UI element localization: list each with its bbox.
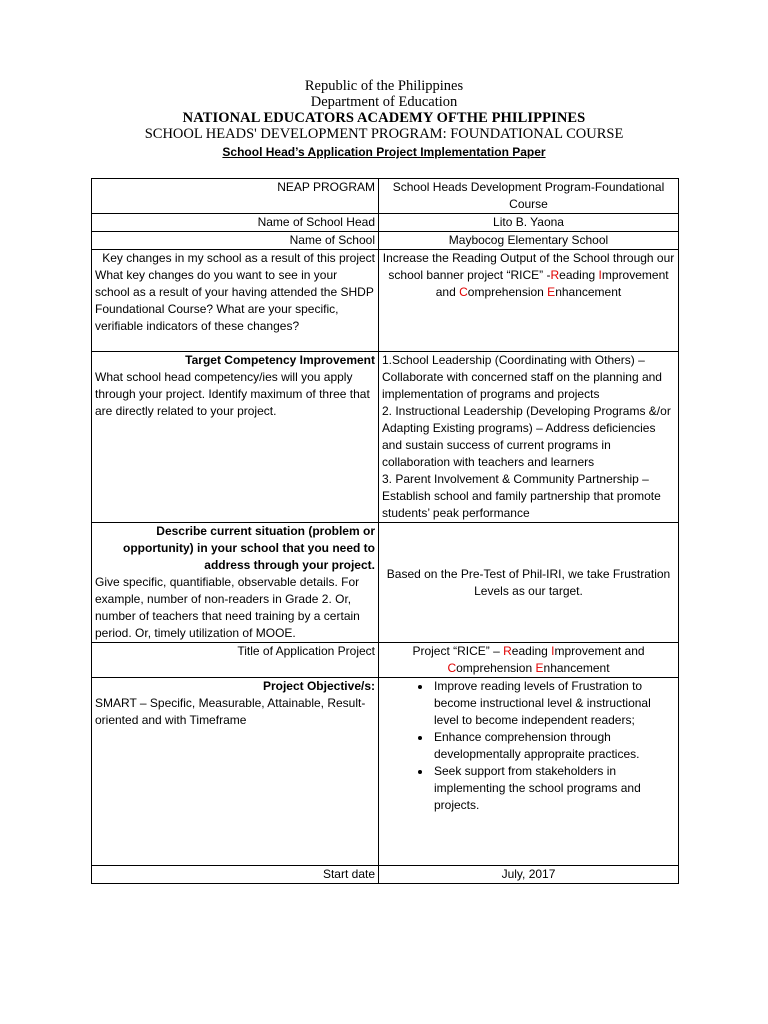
title-prefix: Project “RICE” – bbox=[412, 644, 504, 658]
row-project-title bbox=[92, 643, 679, 678]
title-letter-r: R bbox=[503, 644, 512, 658]
header-department: Department of Education bbox=[310, 94, 458, 110]
value-current-situation: Based on the Pre-Test of Phil-IRI, we take Frustration Levels as our target. bbox=[379, 523, 679, 643]
competency-3: 3. Parent Involvement & Community Partnership – Establish school and family partnership that promote students’ peak performance bbox=[382, 472, 661, 520]
desc-key-changes: What key changes do you want to see in your school as a result of your having attended the SHDP Foundational Course? What are your specific, verifiable indicators of these changes? bbox=[95, 268, 374, 333]
application-form-table bbox=[91, 178, 679, 884]
value-school-name: Maybocog Elementary School bbox=[379, 232, 679, 250]
row-project-objectives bbox=[92, 678, 679, 866]
row-target-competency bbox=[92, 352, 679, 523]
header-program: SCHOOL HEADS' DEVELOPMENT PROGRAM: FOUNDATIONAL COURSE bbox=[144, 126, 624, 142]
value-neap-program: School Heads Development Program-Foundational Course bbox=[379, 179, 679, 214]
cell-current-situation bbox=[92, 523, 379, 643]
label-start-date: Start date bbox=[92, 866, 379, 884]
objective-item: • Improve reading levels of Frustration to become instructional level & instructional level to become independent readers; bbox=[432, 678, 675, 729]
label-school-name: Name of School bbox=[92, 232, 379, 250]
key-text-mp: mprovement and bbox=[435, 268, 669, 299]
value-project-objectives bbox=[379, 678, 679, 866]
value-project-title bbox=[379, 643, 679, 678]
value-target-competency bbox=[379, 352, 679, 523]
label-school-head: Name of School Head bbox=[92, 214, 379, 232]
title-text-omp: omprehension bbox=[456, 661, 536, 675]
cell-project-objectives bbox=[92, 678, 379, 866]
objective-item: • Seek support from stakeholders in implementing the school programs and projects. bbox=[432, 763, 675, 814]
key-letter-i: I bbox=[598, 268, 602, 282]
cell-target-competency bbox=[92, 352, 379, 523]
header-republic: Republic of the Philippines bbox=[304, 78, 464, 94]
title-letter-i: I bbox=[551, 644, 555, 658]
title-text-mp: mprovement and bbox=[554, 644, 645, 658]
value-key-changes bbox=[379, 250, 679, 352]
key-text-eading: eading bbox=[559, 268, 596, 282]
label-project-title: Title of Application Project bbox=[92, 643, 379, 678]
row-start-date bbox=[92, 866, 679, 884]
row-neap-program bbox=[92, 179, 679, 214]
value-school-head: Lito B. Yaona bbox=[379, 214, 679, 232]
title-text-nh: nhancement bbox=[543, 661, 610, 675]
key-letter-e: E bbox=[547, 285, 556, 299]
desc-project-objectives: SMART – Specific, Measurable, Attainable, Result-oriented and with Timeframe bbox=[95, 696, 366, 727]
row-current-situation bbox=[92, 523, 679, 643]
objective-item: • Enhance comprehension through developmentally appropraite practices. bbox=[432, 729, 675, 763]
label-current-situation: Describe current situation (problem or opportunity) in your school that you need to address through your project. bbox=[123, 524, 375, 572]
label-target-competency: Target Competency Improvement bbox=[185, 353, 375, 367]
document-header bbox=[0, 78, 768, 161]
key-text-nh: nhancement bbox=[555, 285, 622, 299]
key-letter-r: R bbox=[550, 268, 560, 282]
title-letter-c: C bbox=[447, 661, 457, 675]
competency-1: 1.School Leadership (Coordinating with Others) – Collaborate with concerned staff on the planning and implementation of programs and projects bbox=[382, 353, 662, 401]
title-text-eading: eading bbox=[511, 644, 552, 658]
value-start-date: July, 2017 bbox=[379, 866, 679, 884]
label-project-objectives: Project Objective/s: bbox=[262, 679, 375, 693]
objectives-list bbox=[382, 678, 675, 814]
header-academy: NATIONAL EDUCATORS ACADEMY OFTHE PHILIPPINES bbox=[182, 110, 586, 126]
key-changes-text: Increase the Reading Output of the School through our school banner project “RICE” - bbox=[382, 251, 675, 282]
label-neap-program: NEAP PROGRAM bbox=[92, 179, 379, 214]
row-key-changes bbox=[92, 250, 679, 352]
desc-target-competency: What school head competency/ies will you apply through your project. Identify maximum of three that are directly related to your project. bbox=[95, 370, 370, 418]
row-school-name bbox=[92, 232, 679, 250]
cell-key-changes bbox=[92, 250, 379, 352]
label-key-changes: Key changes in my school as a result of this project bbox=[102, 251, 375, 265]
competency-2: 2. Instructional Leadership (Developing Programs &/or Adapting Existing programs) – Address deficiencies and sustain success of current programs in collaboration with teachers and learners bbox=[382, 404, 671, 469]
row-school-head bbox=[92, 214, 679, 232]
key-letter-c: C bbox=[459, 285, 468, 299]
title-letter-e: E bbox=[535, 661, 544, 675]
key-text-omp: omprehension bbox=[467, 285, 548, 299]
document-title: School Head’s Application Project Implementation Paper bbox=[222, 145, 546, 159]
desc-current-situation: Give specific, quantifiable, observable details. For example, number of non-readers in Grade 2. Or, number of teachers that need training by a certain period. Or, timely utilization of MOOE. bbox=[95, 575, 360, 640]
